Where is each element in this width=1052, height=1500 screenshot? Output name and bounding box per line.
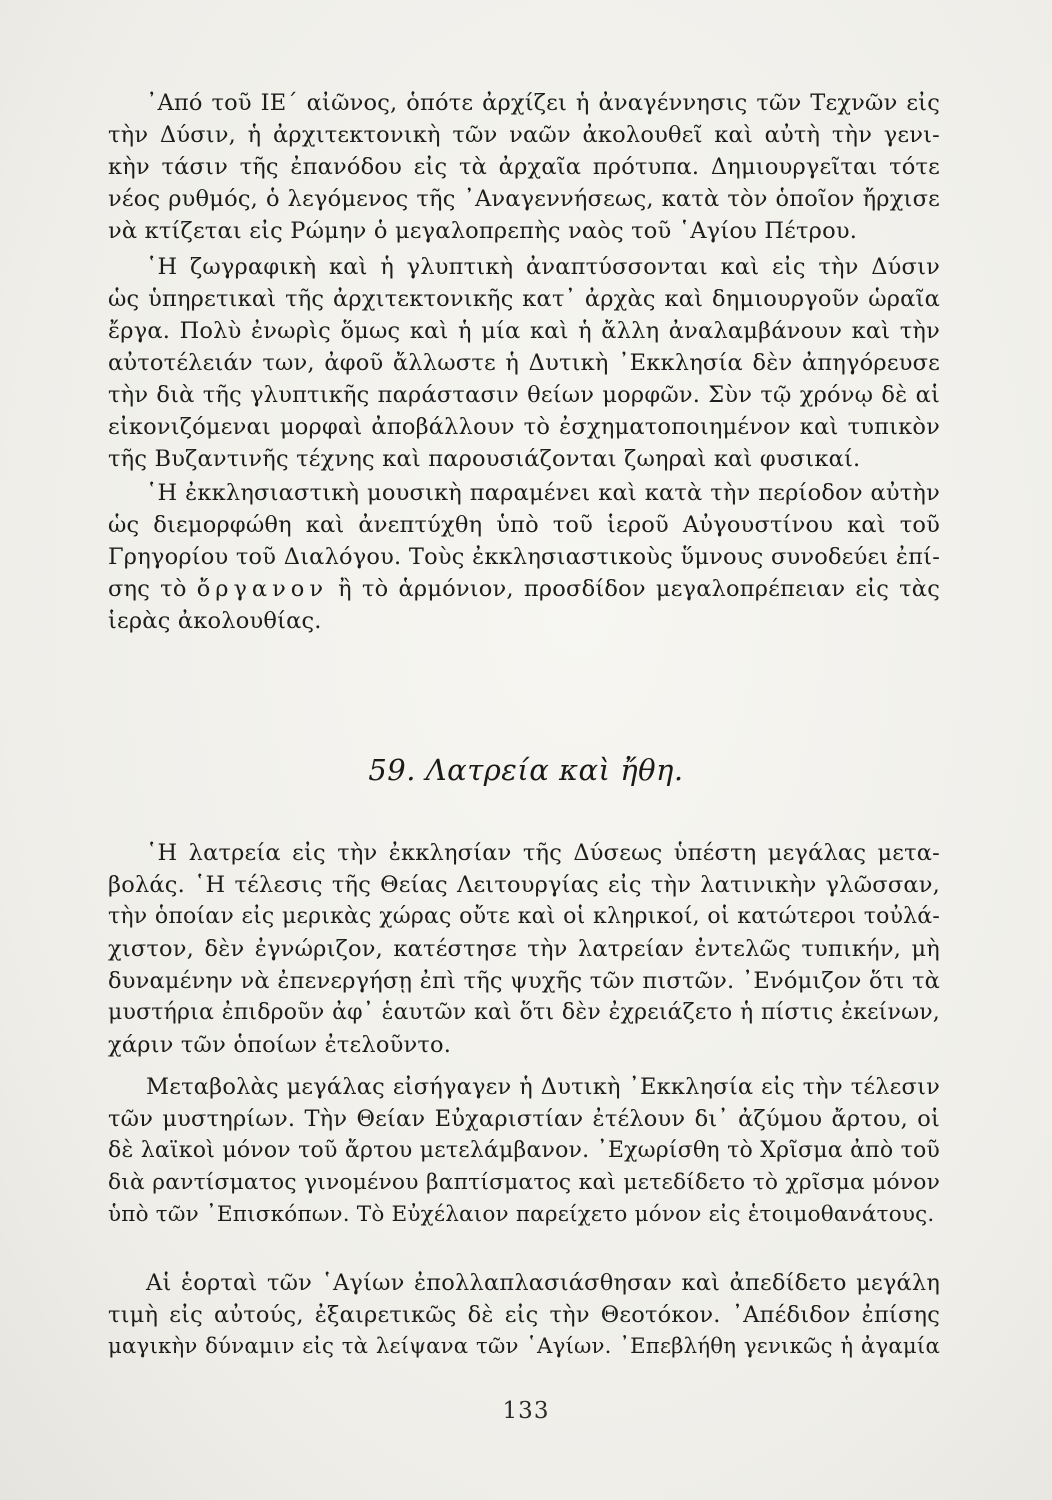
page-number: 133 (502, 1398, 550, 1424)
text-line: ῾Η λατρεία εἰς τὴν ἐκκλησίαν τῆς Δύσεως ὑπέστη μεγάλας μετα- (146, 840, 940, 866)
text-line: τὴν Δύσιν, ἡ ἀρχιτεκτονικὴ τῶν ναῶν ἀκολουθεῖ καὶ αὐτὴ τὴν γενι- (108, 122, 940, 148)
text-line: ὡς διεμορφώθη καὶ ἀνεπτύχθη ὑπὸ τοῦ ἱεροῦ Αὐγουστίνου καὶ τοῦ (108, 512, 940, 538)
text-line: ἱερὰς ἀκολουθίας. (108, 608, 322, 634)
text-line: μυστήρια ἐπιδροῦν ἀφ᾽ ἑαυτῶν καὶ ὅτι δὲν ἐχρειάζετο ἡ πίστις ἐκείνων, (108, 1000, 940, 1025)
section-heading: 59. Λατρεία καὶ ἤθη. (368, 753, 684, 787)
text-line: ῾Η ἐκκλησιαστικὴ μουσικὴ παραμένει καὶ κατὰ τὴν περίοδον αὐτὴν (146, 480, 940, 506)
text-line: αὐτοτέλειάν των, ἀφοῦ ἄλλωστε ἡ Δυτικὴ ᾽Εκκλησία δὲν ἀπηγόρευσε (108, 350, 940, 376)
text-line: τὴν ὁποίαν εἰς μερικὰς χώρας οὔτε καὶ οἱ κληρικοί, οἱ κατώτεροι τοὐλά- (108, 904, 940, 929)
emphasized-word: ὄργανον (196, 576, 329, 602)
text-line: νέος ρυθμός, ὁ λεγόμενος τῆς ᾽Αναγεννήσεως, κατὰ τὸν ὁποῖον ἤρχισε (108, 186, 940, 212)
text-line: νὰ κτίζεται εἰς Ρώμην ὁ μεγαλοπρεπὴς ναὸς τοῦ ῾Αγίου Πέτρου. (108, 218, 858, 244)
text-line: Γρηγορίου τοῦ Διαλόγου. Τοὺς ἐκκλησιαστικοὺς ὕμνους συνοδεύει ἐπί- (108, 544, 940, 570)
text-line: χάριν τῶν ὁποίων ἐτελοῦντο. (108, 1032, 452, 1058)
text-line: τιμὴ εἰς αὐτούς, ἐξαιρετικῶς δὲ εἰς τὴν Θεοτόκον. ᾽Απέδιδον ἐπίσης (108, 1302, 940, 1328)
text-line: βολάς. ῾Η τέλεσις τῆς Θείας Λειτουργίας εἰς τὴν λατινικὴν γλῶσσαν, (108, 872, 940, 898)
text-segment: ἢ τὸ ἁρμόνιον, προσδίδον μεγαλοπρέπειαν εἰς τὰς (328, 576, 940, 602)
text-line: διὰ ραντίσματος γινομένου βαπτίσματος καὶ μετεδίδετο τὸ χρῖσμα μόνον (108, 1170, 940, 1195)
text-line: τῆς Βυζαντινῆς τέχνης καὶ παρουσιάζονται ζωηραὶ καὶ φυσικαί. (108, 446, 861, 472)
text-line: εἰκονιζόμεναι μορφαὶ ἀποβάλλουν τὸ ἐσχηματοποιημένον καὶ τυπικὸν (108, 414, 940, 440)
text-line: Αἱ ἑορταὶ τῶν ῾Αγίων ἐπολλαπλασιάσθησαν καὶ ἀπεδίδετο μεγάλη (146, 1270, 940, 1296)
text-line: ὡς ὑπηρετικαὶ τῆς ἀρχιτεκτονικῆς κατ᾽ ἀρχὰς καὶ δημιουργοῦν ὡραῖα (108, 286, 940, 312)
text-line: δυναμένην νὰ ἐπενεργήσῃ ἐπὶ τῆς ψυχῆς τῶν πιστῶν. ᾽Ενόμιζον ὅτι τὰ (108, 968, 940, 994)
text-line: ῾Η ζωγραφικὴ καὶ ἡ γλυπτικὴ ἀναπτύσσονται καὶ εἰς τὴν Δύσιν (146, 254, 940, 280)
text-line: δὲ λαϊκοὶ μόνον τοῦ ἄρτου μετελάμβανον. ᾽Εχωρίσθη τὸ Χρῖσμα ἀπὸ τοῦ (108, 1138, 940, 1163)
text-line: κὴν τάσιν τῆς ἐπανόδου εἰς τὰ ἀρχαῖα πρότυπα. Δημιουργεῖται τότε (108, 154, 940, 180)
text-line: τὴν διὰ τῆς γλυπτικῆς παράστασιν θείων μορφῶν. Σὺν τῷ χρόνῳ δὲ αἱ (108, 382, 940, 408)
text-line: ᾽Από τοῦ ΙΕ΄ αἰῶνος, ὁπότε ἀρχίζει ἡ ἀναγέννησις τῶν Τεχνῶν εἰς (146, 90, 940, 116)
text-line: τῶν μυστηρίων. Τὴν Θείαν Εὐχαριστίαν ἐτέλουν δι᾽ ἀζύμου ἄρτου, οἱ (108, 1106, 940, 1132)
text-line (108, 574, 940, 604)
text-line: Μεταβολὰς μεγάλας εἰσήγαγεν ἡ Δυτικὴ ᾽Εκκλησία εἰς τὴν τέλεσιν (146, 1074, 940, 1100)
text-line: μαγικὴν δύναμιν εἰς τὰ λείψανα τῶν ῾Αγίων. ᾽Επεβλήθη γενικῶς ἡ ἀγαμία (108, 1334, 940, 1359)
text-line: ἔργα. Πολὺ ἐνωρὶς ὅμως καὶ ἡ μία καὶ ἡ ἄλλη ἀναλαμβάνουν καὶ τὴν (108, 318, 940, 344)
text-line: χιστον, δὲν ἐγνώριζον, κατέστησε τὴν λατρείαν ἐντελῶς τυπικήν, μὴ (108, 936, 940, 962)
text-segment: σης τὸ (108, 576, 197, 602)
text-line: ὑπὸ τῶν ᾽Επισκόπων. Τὸ Εὐχέλαιον παρείχετο μόνον εἰς ἑτοιμοθανάτους. (108, 1202, 935, 1227)
